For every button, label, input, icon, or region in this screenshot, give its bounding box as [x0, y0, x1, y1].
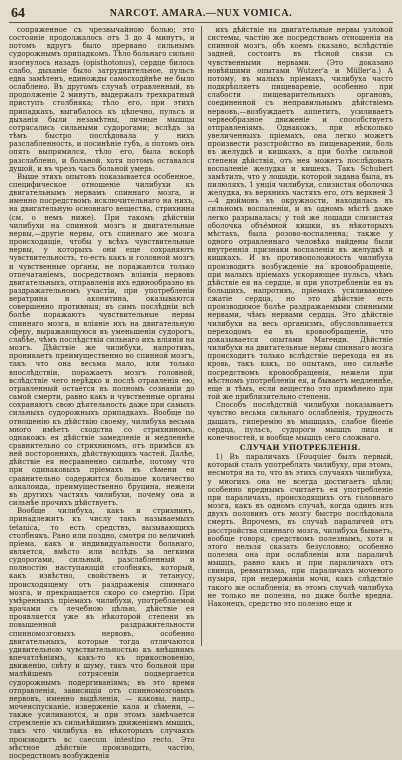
paragraph: ихъ дѣйствіе на двигательные нервы узловой системы, частію же посредствомъ отношенія на спинной мозгъ, объ коемъ сказано, вслѣдствіе задней, состоитъ въ тѣсной связи съ чувственными нервами. (Это доказано новѣйшими опытами Wutzer'а и Müller'а.) А потому, въ малыхъ пріемахъ, чилибуха часто подкрѣпляетъ пищевареніе, особенно при слабости пищеварительныхъ органовъ, соединенной съ неправильнымъ дѣйствіемъ нервовъ,—возбуждаетъ аппетитъ, усиливаетъ червеобразное движеніе и способствуетъ отправленіямъ. Однакожъ, при нѣсколько увеличенныхъ пріемахъ, она легко можетъ произвести разстройство въ пищеварении, боль въ желудкѣ и кишкахъ, а при болѣе сильной степени дѣйствія, отъ нея можетъ послѣдовать воспаленіе желудка и кишекъ. Такъ Schubert замѣтилъ, что у лошади, которой задана была, въ пилюляхъ, 1 унція чилибухи, слизистая оболочка желудка, въ верхнихъ частяхъ его, отъ верхней 3—4 дюймовъ въ окружности, находилась въ сильномъ воспаленіи, и въ одномъ мѣстѣ даже легко разрывалась; у той же лошади слизистая оболочка объёмной кишки, въ нѣкоторыхъ мѣстахъ, была розово-воспаленна; также у одного отравленнаго человѣка найдены были внутреннія признаки воспаленія въ желудкѣ и кишкахъ. И въ противоположность чилибуха производитъ возбужденіе на кровообращеніе, при малыхъ пріемахъ ускоряющее пульсъ, чѣмъ дѣйствіе ея на сердце, и при употребленіи ея въ большихъ, напротивъ, пріемахъ усиливающее сжатіе сердца, но это дѣйствіе есть производимое болѣе раздражаемыми спинными нервами, чѣмъ нервами сердца. Это дѣйствіе чилибухи на весь организмъ, обусловливается переходомъ ея въ кровообращеніе, что доказывается опытами Магенди. Дѣйствіе чилибухи на двигательные нервы спиннаго мозга происходитъ только вслѣдствіе перехода ея въ кровь, такъ какъ, по опытамъ, оно сильнѣе посредствомъ кровообращенія, нежели при мѣстномъ употребленіи ея, и бываетъ медленнѣе, еще и тѣмъ, если вещество это примѣнено при той же приблизительно степени.	[207, 26, 393, 402]
section-title: СЛУЧАИ УПОТРЕБЛЕНІЯ.	[239, 442, 361, 452]
paragraph: сопряженное съ чрезвычайною болью; это состояніе продолжалось отъ 3 до 4 минутъ, и потомъ вдругъ было прервано сильнымъ судорожнымъ припадкомъ. Тѣло больнаго сильно изогнулось назадъ (opisthotonus), сердце билось слабо, дыханіе было затруднительное, пульсъ едва замѣтенъ, единожды самосходйнѣе не было ослаблено. Въ другомъ случаѣ отравленный, въ продолженіе 2 минутъ, выдержалъ трехкратный приступъ столбняка; тѣло его, при этихъ припадкахъ, выгибалось къ цѣпечно, пульсъ и дыханія были незамѣтны, личные мышцы сотрясались сильными судорогами; вслѣдъ за тѣмъ быстро послѣдовала у нихъ разслабленность, и посинѣніе губъ, а потомъ онъ опять выпрямился, тѣло его, была вскорѣ разслаблено, и больной, хотя потомъ оставался душой, и въ чрезъ часъ больной умерь.	[9, 26, 195, 173]
left-column	[9, 26, 195, 760]
page-number: 64	[11, 6, 25, 21]
paragraph: Вообще чилибуха, какъ и стрихнинъ, принадлежитъ къ числу такъ называемыхъ tetanica, то есть средствъ, вызывающихъ столбнякъ. Рано или поздно, смотря по величинѣ пріема, какъ и индивидуальности больнаго, является, вмѣсто или вслѣдъ за легкими судорогами, сильный, разслабленный и полностію наступающій столбнякъ, который, какъ извѣстно, свойственъ и тетанусу, происходящему отъ раздраженія спиннаго мозга, и прекращается скоро со смертію. При умѣренныхъ пріемахъ чилибухи, употребляемой врачами съ лечебною цѣлью, дѣйствіе ея проявляется уже въ нѣкоторой степени въ повышенной раздражительности спинномозговыхъ нервовъ, особенно двигательныхъ, которые тогда отличаются удивительною чувствительностью къ внѣшнимъ впечатлѣніямъ, какъ-то къ прикосновенію, движенію, свѣту и шуму, такъ что больной при малѣйшемъ сотрясеніи подвергается судорожнымъ подергиваніямъ; въ это время отправленія, зависящія отъ спинномозговыхъ нервовъ, именно выдѣленія, — каковы, напр., мочеиспусканіе, изверженіе кала и сѣмени, — также усиливаются, и при этомъ замѣчается стремленіе къ сильнѣйшимъ движеніямъ мышцъ, такъ что чилибуха въ нѣкоторыхъ случаяхъ производитъ вс caecum intestino recto. Это мѣстное дѣйствіе производить, частію, посредствомъ возбужденія	[9, 507, 195, 760]
page-header	[9, 6, 393, 23]
paragraph: Выше этихъ опытовъ показывается особенное, специфическое отношеніе чилибухи къ двигательнымъ нервамъ спиннаго мозга, и именно посредствомъ исключительнаго на нихъ, на двигательную основнаго вещества, стрихнина (см. о немъ ниже). При такомъ дѣйствіи чилибухи на спинной мозгъ и двигательные нервы,—другіе нервы, отъ спиннаго же мозга происходящіе, чтобы у всѣхъ чувствительные нервы, у которыхъ они еще сохраняютъ чувствительность, то-есть какъ и головной мозгъ и чувственные органы, не поражаются только отпечатаніемъ, посредствомъ вліянія нервовъ двигательныхъ, отправленія ихъ единообразно въ раздражательномъ участіи, при употребленіи вератрина и аконитина, оказываются совершенно противныя; въ симъ послѣдніи всѣ болѣе поражаютъ чувствительные нервы спиннаго мозга, и вліяніе ихъ на двигательную сферу, выражающуюся въ уменьшеніи судорогъ, слабѣе, чѣмъ послѣдствія сильнаго ихъ вліянія на мозгъ. Дѣйствіе же чилибухи, напротивъ, проникаетъ преимущественно во спинной мозгъ, такъ что она весьма мало, или только впослѣдствіи, поражаетъ мозгъ головной, вслѣдствіе чего нерѣдко и послѣ отравленія ею, отравленный остается въ полномъ сознаніи до самой смерти, равно какъ и чувственные органы сохраняютъ свою дѣятельность даже при самыхъ сильныхъ судорожныхъ припадкахъ. Вообще по отношенію къ дѣйствію своему, чилибуха весьма много имѣетъ сходства со стрихниномъ, однакожъ ея дѣйствіе замедленіе и медленнѣе сравнительно со стрихниномъ, отъ примѣси къ ней постороннихъ, дѣйствующихъ частей. Далѣе, дѣйствіе ея несравненно сильнѣе, потому что при одинаковыхъ пріемахъ въ сѣмени ея сравнительно содержится большое количество алкалоида, преимущественно бруцина, нежели въ другихъ частяхъ чилибухи, почему она и сильнѣе прочихъ дѣйствуетъ.	[9, 172, 195, 508]
paragraph: 1) Въ параличахъ (Fouquier былъ первый, который сталъ употреблять чилибуху, при этомъ, несмотря на то, что въ этихъ случаяхъ чилибуха, у многихъ она не всегда достигаетъ цѣли; особенно вреднымъ считаетъ ея употребленіе при параличахъ, происходящихъ отъ головнаго мозга, какъ въ одномъ случаѣ, когда одинъ изъ двухъ половинъ отъ мозгу быстро послѣдовала смерть. Впрочемъ, въ случаѣ параличей отъ расстройства спиннаго мозга, чилибуха бываетъ, вообще говоря, средствомъ полезнымъ, хотя и этого нельзя сказать безусловно; особенно полезна она при ослабленіи или параличѣ мышцъ, равно какъ и при параличахъ отъ свинца, ревматизма, при параличахъ мочевого пузыря, при недержаніи мочи, какъ слѣдствіе такого же ослабленія; въ этомъ случаѣ чилибуха не только не полезна, но даже болѣе вредна. Наконецъ, средство это полезно еще и	[207, 453, 393, 608]
right-column	[208, 26, 394, 646]
running-head: NARCOT. AMARA.—NUX VOMICA.	[109, 8, 293, 19]
paragraph: Способъ послѣдствій чилибухи показываетъ чувство весьма сильнаго ослабленія, трудность дышать, гиперемію въ мышцахъ, слабое біеніе сердца, пульсъ, судороги мышцъ лица и конечностей, и вообще мышцъ сего сложнаго.	[207, 401, 393, 442]
column-divider	[201, 26, 202, 646]
text-columns	[9, 26, 393, 760]
